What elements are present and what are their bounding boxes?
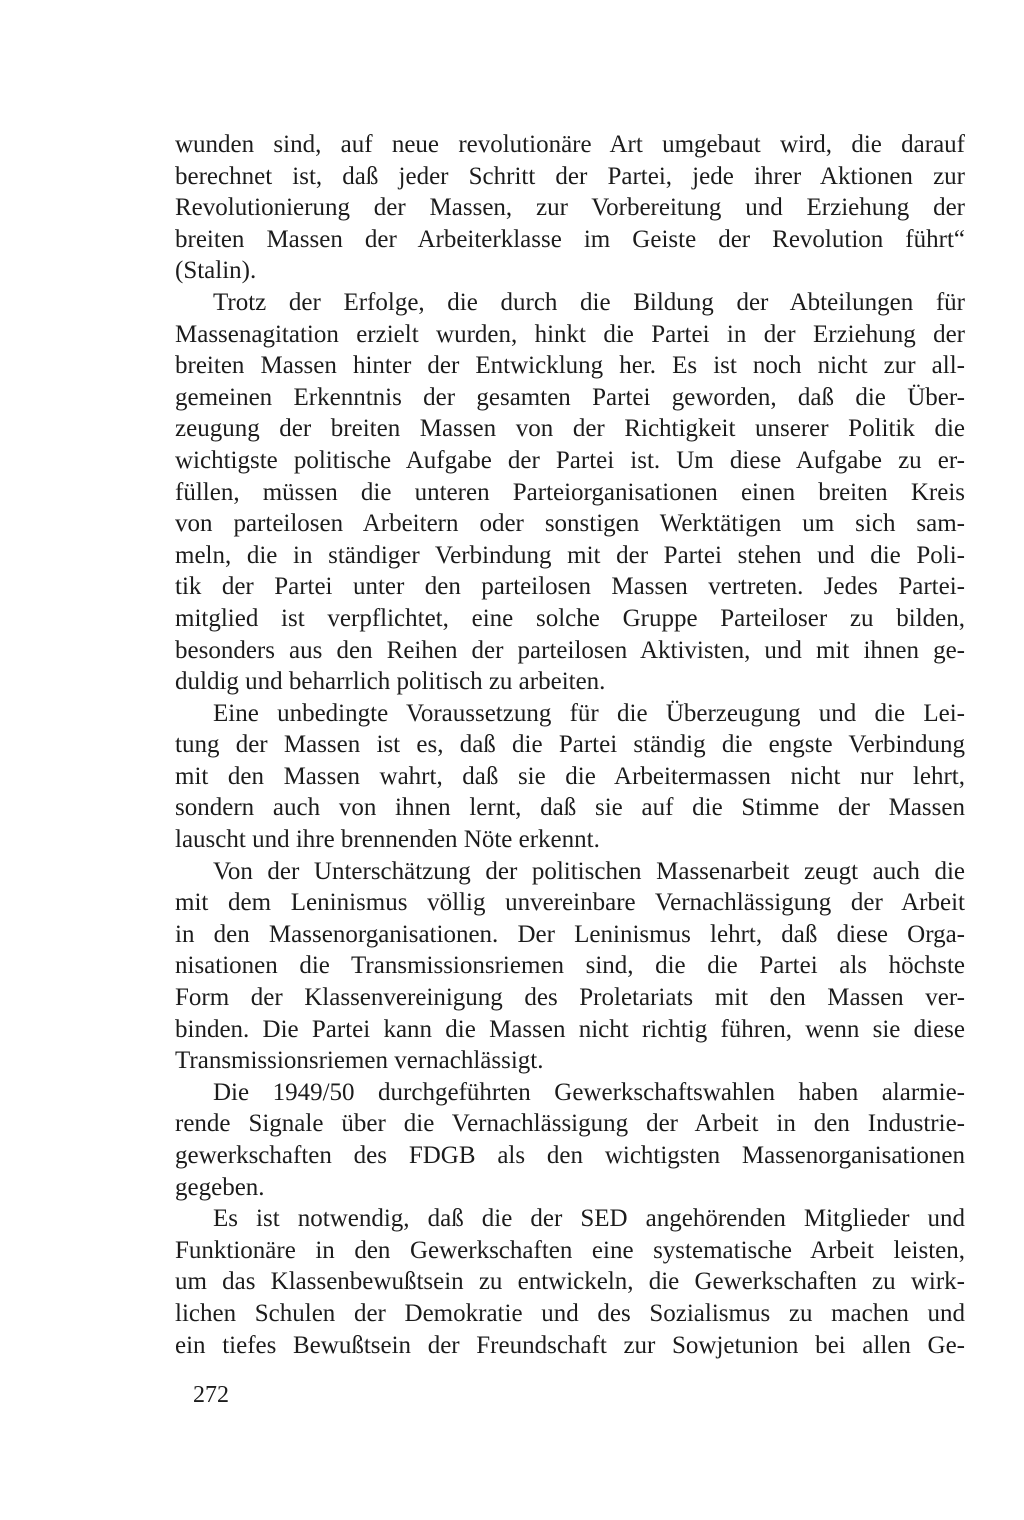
- text-line: nisationen die Transmissionsriemen sind, die die Partei als höchste: [175, 952, 965, 980]
- text-line: besonders aus den Reihen der parteilosen Aktivisten, und mit ihnen ge-: [175, 636, 965, 664]
- text-line: zeugung der breiten Massen von der Richtigkeit unserer Politik die: [175, 415, 965, 443]
- text-line: in den Massenorganisationen. Der Leninismus lehrt, daß diese Orga-: [175, 920, 965, 948]
- text-line: Massenagitation erzielt wurden, hinkt die Partei in der Erziehung der: [175, 320, 965, 348]
- text-line: füllen, müssen die unteren Parteiorganisationen einen breiten Kreis: [175, 478, 965, 506]
- text-line: lauscht und ihre brennenden Nöte erkennt.: [175, 826, 600, 854]
- text-line: wunden sind, auf neue revolutionäre Art umgebaut wird, die darauf: [175, 131, 965, 158]
- text-line: mitglied ist verpflichtet, eine solche Gruppe Parteiloser zu bilden,: [175, 604, 965, 632]
- text-line: gewerkschaften des FDGB als den wichtigsten Massenorganisationen: [175, 1142, 965, 1169]
- paragraph-first-line: Eine unbedingte Voraussetzung für die Überzeugung und die Lei-: [213, 699, 965, 727]
- text-line: gemeinen Erkenntnis der gesamten Partei geworden, daß die Über-: [175, 383, 965, 411]
- text-line: mit den Massen wahrt, daß sie die Arbeitermassen nicht nur lehrt,: [175, 762, 965, 790]
- text-line: wichtigste politische Aufgabe der Partei ist. Um diese Aufgabe zu er-: [175, 446, 965, 474]
- text-line: tik der Partei unter den parteilosen Massen vertreten. Jedes Partei-: [175, 573, 965, 601]
- text-line: sondern auch von ihnen lernt, daß sie auf die Stimme der Massen: [175, 794, 965, 822]
- text-line: mit dem Leninismus völlig unvereinbare Vernachlässigung der Arbeit: [175, 889, 965, 917]
- paragraph-first-line: Es ist notwendig, daß die der SED angehörenden Mitglieder und: [213, 1205, 965, 1233]
- text-line: binden. Die Partei kann die Massen nicht richtig führen, wenn sie diese: [175, 1015, 965, 1043]
- page-number: 272: [193, 1382, 229, 1408]
- paragraph-first-line: Die 1949/50 durchgeführten Gewerkschaftswahlen haben alarmie-: [213, 1078, 965, 1106]
- text-line: Form der Klassenvereinigung des Proletariats mit den Massen ver-: [175, 984, 965, 1012]
- text-line: Funktionäre in den Gewerkschaften eine systematische Arbeit leisten,: [175, 1236, 965, 1264]
- text-line: breiten Massen der Arbeiterklasse im Geiste der Revolution führt“: [175, 225, 965, 253]
- text-line: gegeben.: [175, 1173, 265, 1201]
- body-text: [175, 129, 965, 1361]
- text-line: berechnet ist, daß jeder Schritt der Partei, jede ihrer Aktionen zur: [175, 162, 965, 190]
- text-line: von parteilosen Arbeitern oder sonstigen Werktätigen um sich sam-: [175, 510, 965, 538]
- text-line: lichen Schulen der Demokratie und des Sozialismus zu machen und: [175, 1299, 965, 1327]
- text-line: Revolutionierung der Massen, zur Vorbereitung und Erziehung der: [175, 194, 965, 222]
- text-line: breiten Massen hinter der Entwicklung her. Es ist noch nicht zur all-: [175, 352, 965, 380]
- text-line: rende Signale über die Vernachlässigung der Arbeit in den Industrie-: [175, 1110, 965, 1138]
- text-line: meln, die in ständiger Verbindung mit der Partei stehen und die Poli-: [175, 541, 965, 569]
- text-line: duldig und beharrlich politisch zu arbeiten.: [175, 668, 606, 696]
- paragraph-first-line: Trotz der Erfolge, die durch die Bildung der Abteilungen für: [213, 288, 965, 316]
- text-line: ein tiefes Bewußtsein der Freundschaft zur Sowjetunion bei allen Ge-: [175, 1331, 965, 1359]
- text-line: (Stalin).: [175, 257, 257, 285]
- paragraph-first-line: Von der Unterschätzung der politischen Massenarbeit zeugt auch die: [213, 857, 965, 885]
- text-line: um das Klassenbewußtsein zu entwickeln, die Gewerkschaften zu wirk-: [175, 1268, 965, 1296]
- text-line: tung der Massen ist es, daß die Partei ständig die engste Verbindung: [175, 731, 965, 759]
- text-line: Transmissionsriemen vernachlässigt.: [175, 1047, 544, 1075]
